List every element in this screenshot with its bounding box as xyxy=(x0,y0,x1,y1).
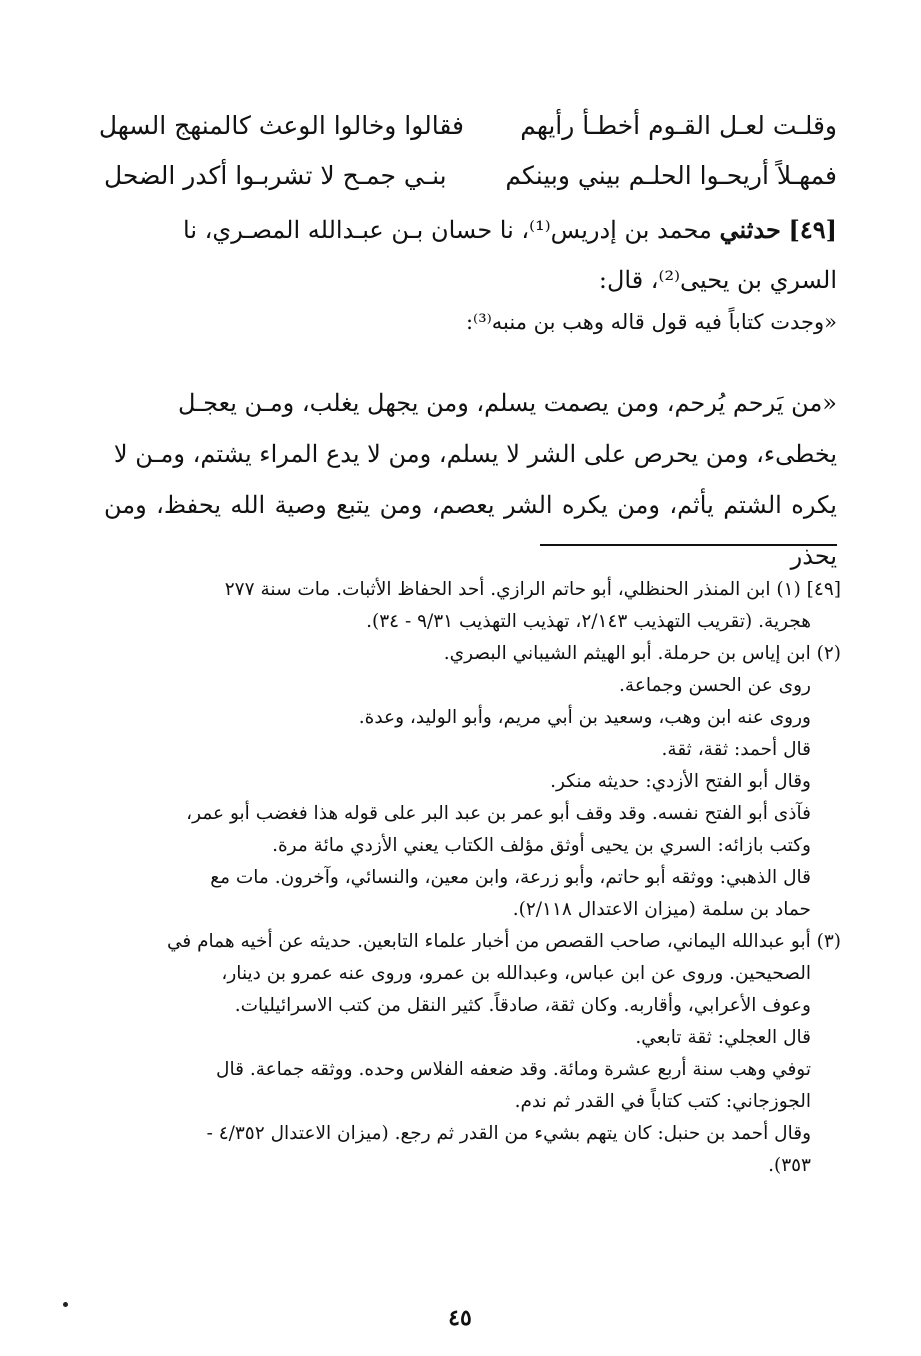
footnote-line: (٣) أبو عبدالله اليماني، صاحب القصص من أخبار علماء التابعين. حديثه عن أخيه همام في xyxy=(166,931,841,952)
footnote-line: الجوزجاني: كتب كتاباً في القدر ثم ندم. xyxy=(514,1091,811,1112)
footnote-line: وقال أبو الفتح الأزدي: حديثه منكر. xyxy=(550,771,811,792)
footnote-line: وروى عنه ابن وهب، وسعيد بن أبي مريم، وأبو الوليد، وعدة. xyxy=(358,707,811,728)
footnote-line: حماد بن سلمة (ميزان الاعتدال ٢/١١٨). xyxy=(512,899,811,920)
footnote-line: توفي وهب سنة أربع عشرة ومائة. وقد ضعفه الفلاس وحده. ووثقه جماعة. قال xyxy=(216,1059,811,1080)
verse-first-hemistich: فمهـلاً أريحـوا الحلـم بيني وبينكم xyxy=(505,160,837,190)
saying-line: «من يَرحم يُرحم، ومن يصمت يسلم، ومن يجهل يغلب، ومـن يعجـل xyxy=(177,389,837,417)
entry-number: [٤٩] xyxy=(788,215,837,244)
footnote-line: وكتب بازائه: السري بن يحيى أوثق مؤلف الكتاب يعني الأزدي مائة مرة. xyxy=(272,835,811,856)
scan-speck xyxy=(63,1302,68,1307)
saying-line: يكره الشتم يأثم، ومن يكره الشر يعصم، ومن يتبع وصية الله يحفظ، ومن يحذر xyxy=(104,491,837,570)
footnotes xyxy=(104,574,841,1182)
poem xyxy=(98,100,837,200)
saying-text xyxy=(104,378,837,582)
footnote-line: روى عن الحسن وجماعة. xyxy=(619,675,811,696)
footnote-line: هجرية. (تقريب التهذيب ٢/١٤٣، تهذيب التهذيب ٩/٣١ - ٣٤). xyxy=(366,611,811,632)
footnote-separator xyxy=(540,544,837,546)
footnote-line: (٢) ابن إياس بن حرملة. أبو الهيثم الشيباني البصري. xyxy=(443,643,841,664)
quote-intro: «وجدت كتاباً فيه قول قاله وهب بن منبه⁽³⁾: xyxy=(465,310,837,334)
verse-second-hemistich: بنـي جمـح لا تشربـوا أكدر الضحل xyxy=(104,160,447,190)
footnote-line: وعوف الأعرابي، وأقاربه. وكان ثقة، صادقاً. كثير النقل من كتب الاسرائيليات. xyxy=(234,995,811,1016)
footnote-line: [٤٩] (١) ابن المنذر الحنظلي، أبو حاتم الرازي. أحد الحفاظ الأثبات. مات سنة ٢٧٧ xyxy=(224,579,841,600)
saying-line: يخطىء، ومن يحرص على الشر لا يسلم، ومن لا يدع المراء يشتم، ومـن لا xyxy=(113,440,837,468)
entry-line xyxy=(104,205,837,255)
entry-lead-word: حدثني xyxy=(719,215,781,244)
verse-first-hemistich: وقلـت لعـل القـوم أخطـأ رأيهم xyxy=(520,110,837,140)
footnote-line: ٣٥٣). xyxy=(768,1155,811,1176)
verse-second-hemistich: فقالوا وخالوا الوعث كالمنهج السهل xyxy=(98,110,464,140)
poem-verse xyxy=(98,100,837,150)
entry-chain-text: محمد بن إدريس⁽¹⁾، نا حسان بـن عبـدالله المصـري، نا xyxy=(183,216,712,244)
entry-line: السري بن يحيى⁽²⁾، قال: xyxy=(598,266,837,294)
footnote-line: الصحيحين. وروى عن ابن عباس، وعبدالله بن عمرو، وروى عنه عمرو بن دينار، xyxy=(221,963,811,984)
page-number: ٤٥ xyxy=(448,1305,472,1331)
footnote-line: قال الذهبي: ووثقه أبو حاتم، وأبو زرعة، وابن معين، والنسائي، وآخرون. مات مع xyxy=(210,867,811,888)
footnote-line: قال العجلي: ثقة تابعي. xyxy=(635,1027,811,1048)
footnote-line: قال أحمد: ثقة، ثقة. xyxy=(661,739,811,760)
hadith-entry xyxy=(104,205,837,305)
footnote-line: فآذى أبو الفتح نفسه. وقد وقف أبو عمر بن عبد البر على قوله هذا فغضب أبو عمر، xyxy=(186,803,811,824)
footnote-line: وقال أحمد بن حنبل: كان يتهم بشيء من القدر ثم رجع. (ميزان الاعتدال ٤/٣٥٢ - xyxy=(206,1123,811,1144)
poem-verse xyxy=(104,150,837,200)
